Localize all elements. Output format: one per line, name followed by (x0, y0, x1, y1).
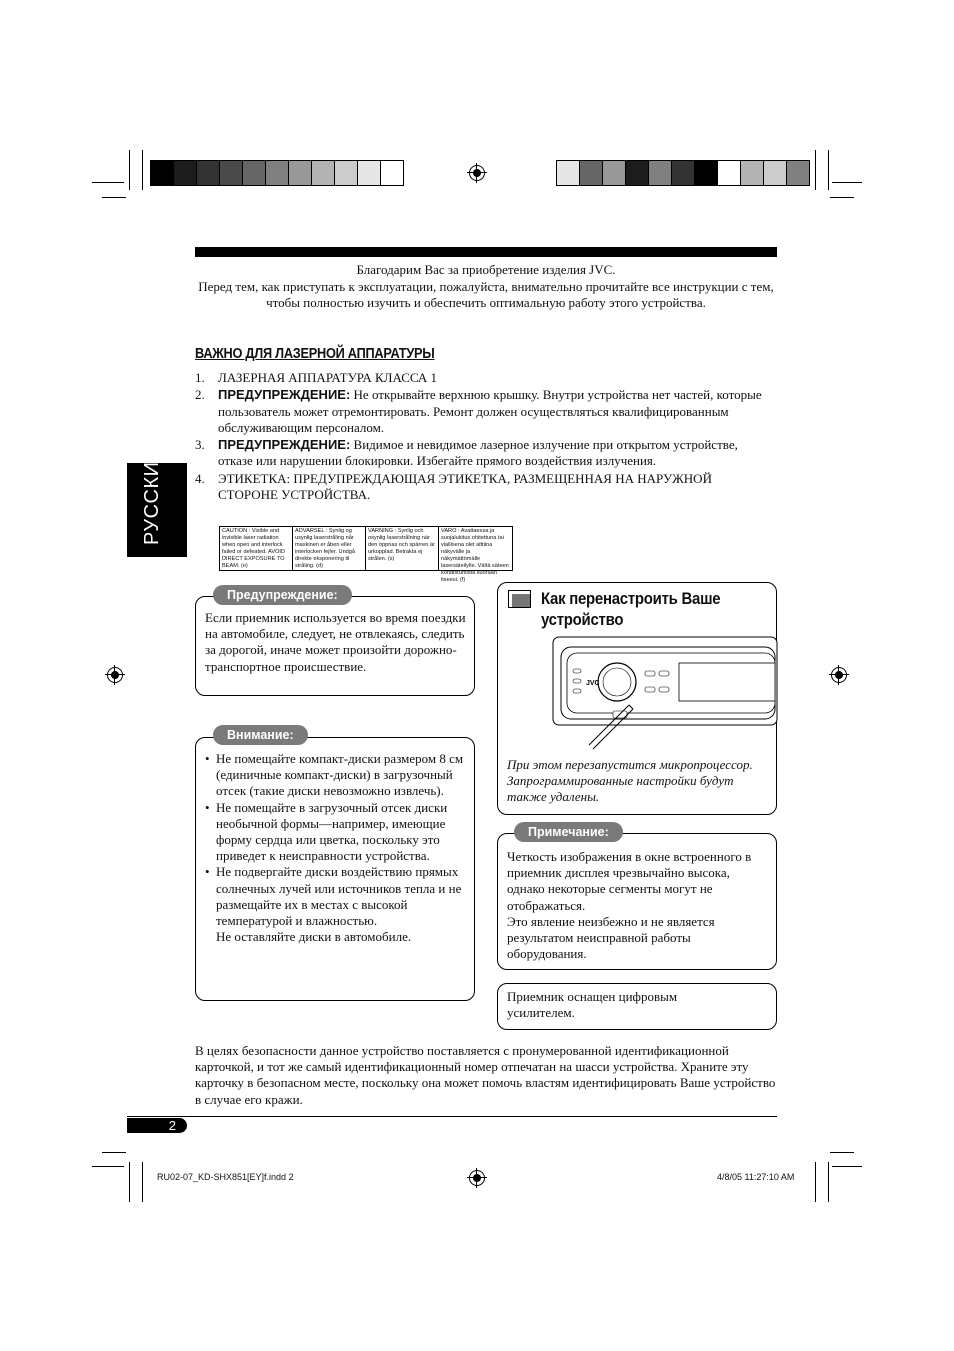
color-swatch (266, 161, 289, 185)
crop-mark (828, 150, 829, 190)
crop-mark (92, 1166, 124, 1167)
color-swatch (718, 161, 741, 185)
list-item (195, 471, 775, 504)
list-item-body (218, 370, 437, 386)
note-box-label: Примечание: (514, 822, 623, 842)
color-swatch (580, 161, 603, 185)
crop-mark (832, 182, 862, 183)
page-number: 2 (127, 1118, 187, 1133)
crop-mark (830, 197, 854, 198)
slug-timestamp: 4/8/05 11:27:10 AM (717, 1172, 795, 1182)
color-swatch (557, 161, 580, 185)
color-swatch (695, 161, 718, 185)
list-item-text: ЭТИКЕТКА: ПРЕДУПРЕЖДАЮЩАЯ ЭТИКЕТКА, РАЗМЕЩЕННАЯ НА НАРУЖНОЙ СТОРОНЕ УСТРОЙСТВА. (218, 470, 712, 503)
list-item: • Не помещайте компакт-диски размером 8 см (единичные компакт-диски) в загрузочный отсек (такие диски невозможно извлечь). (205, 751, 464, 799)
crop-mark (102, 197, 126, 198)
list-item-text: Не открывайте верхнюю крышку. Внутри устройства нет частей, которые пользователь может отремонтировать. Ремонт должен осуществляться квалифицированным обслуживающим персоналом. (218, 387, 762, 435)
warning-box-text: Если приемник используется во время поездки на автомобиле, следует, не отвлекаясь, следить за дорогой, иначе может произойти дорожно-транспортное происшествие. (205, 610, 466, 674)
crop-mark (828, 1162, 829, 1202)
color-swatch (197, 161, 220, 185)
color-swatch (787, 161, 809, 185)
list-item-number: 4. (195, 470, 205, 486)
laser-list (195, 370, 775, 504)
registration-target-icon (469, 165, 485, 181)
registration-bar-left (150, 160, 404, 186)
caution-extra: Не оставляйте диски в автомобиле. (216, 929, 412, 945)
caution-bullets (205, 751, 467, 945)
language-tab (127, 446, 187, 557)
note-text-1: Четкость изображения в окне встроенного в приемник дисплея чрезвычайно высока, однако некоторые сегменты могут не отображаться. (507, 849, 752, 913)
list-item-number: 1. (195, 370, 205, 385)
crop-mark (830, 1152, 854, 1153)
language-tab-label: РУССКИЙ (141, 446, 163, 545)
section-square-icon (508, 590, 531, 608)
brand-logo: JVC (586, 680, 600, 687)
security-paragraph: В целях безопасности данное устройство поставляется с пронумерованной идентификационной карточкой, и тот же самый идентификационный номер отпечатан на шасси устройства. Храните эту карточку в безопасном месте, поскольку она может помочь властям идентифицировать Ваше устройство в случае его кражи. (195, 1043, 776, 1107)
warning-label-sv: VARNING : Synlig och osynlig laserstrålning när den öppnas och spärren är urkopplad. Betrakta ej strålen. (s) (366, 527, 439, 570)
list-item: • Не помещайте в загрузочный отсек диски необычной формы—например, имеющие форму сердца или цветка, поскольку это приведет к неисправности устройства. (205, 799, 448, 864)
color-swatch (672, 161, 695, 185)
color-swatch (220, 161, 243, 185)
list-item (195, 437, 775, 470)
crop-mark (142, 1162, 143, 1202)
warning-label-en: CAUTION : Visible and invisible laser radiation when open and interlock failed or defeated. AVOID DIRECT EXPOSURE TO BEAM. (e) (220, 527, 293, 570)
warning-box-label: Предупреждение: (213, 585, 352, 605)
list-item-body (218, 437, 775, 470)
crop-mark (92, 182, 124, 183)
slug-filename: RU02-07_KD-SHX851[EY]f.indd 2 (157, 1172, 294, 1182)
crop-mark (102, 1152, 126, 1153)
list-item (195, 387, 775, 436)
registration-target-icon (831, 667, 847, 683)
crop-mark (129, 1162, 130, 1202)
crop-mark (142, 150, 143, 190)
intro-line-1: Благодарим Вас за приобретение изделия JVC. (356, 262, 616, 277)
warning-label-strip (219, 526, 513, 583)
header-rule (195, 247, 777, 257)
color-swatch (381, 161, 403, 185)
crop-mark (815, 1162, 816, 1202)
amplifier-text: Приемник оснащен цифровым усилителем. (507, 989, 678, 1021)
color-swatch (764, 161, 787, 185)
list-item: • Не подвергайте диски воздействию прямых солнечных лучей или источников тепла и не размещайте их в местах с высокой температурой и влажностью. (205, 864, 462, 929)
warning-label-fi: VARO : Avattaessa ja suojalukitus ohitettuna tai viallisena olet alttiina näkyvälle ja näkymättömälle lasersäteilylle. Vältä säteen kohdistumista suoraan itseesi. (f) (441, 528, 509, 583)
crop-mark (815, 150, 816, 190)
list-item-body (218, 471, 775, 504)
intro-text (195, 262, 777, 312)
crop-mark (129, 150, 130, 190)
reset-note: При этом перезапустится микропроцессор. Запрограммированные настройки будут также удалены. (507, 757, 753, 805)
note-text-2: Это явление неизбежно и не является результатом неисправной работы оборудования. (507, 913, 715, 962)
caution-box-label: Внимание: (213, 725, 308, 745)
registration-target-icon (469, 1170, 485, 1186)
list-item-number: 3. (195, 437, 205, 453)
laser-heading: ВАЖНО ДЛЯ ЛАЗЕРНОЙ АППАРАТУРЫ (195, 346, 435, 362)
color-swatch (335, 161, 358, 185)
list-item (195, 370, 775, 386)
registration-bar-right (556, 160, 810, 186)
list-item-text: ЛАЗЕРНАЯ АППАРАТУРА КЛАССА 1 (218, 370, 438, 385)
color-swatch (312, 161, 335, 185)
footer-rule (127, 1116, 777, 1117)
warning-keyword: ПРЕДУПРЕЖДЕНИЕ: (218, 387, 351, 403)
color-swatch (174, 161, 197, 185)
registration-target-icon (107, 667, 123, 683)
warning-keyword: ПРЕДУПРЕЖДЕНИЕ: (218, 437, 351, 453)
color-swatch (741, 161, 764, 185)
list-item-text: Видимое и невидимое лазерное излучение при открытом устройстве, отказе или нарушении блокировки. Избегайте прямого воздействия излучения. (218, 437, 738, 469)
color-swatch (626, 161, 649, 185)
color-swatch (603, 161, 626, 185)
list-item-body (218, 387, 775, 436)
color-swatch (289, 161, 312, 185)
reset-title: Как перенастроить Ваше устройство (541, 589, 721, 629)
crop-mark (832, 1166, 862, 1167)
note-box-text (507, 849, 769, 962)
receiver-illustration (553, 637, 777, 752)
list-item-number: 2. (195, 387, 205, 403)
color-swatch (649, 161, 672, 185)
color-swatch (358, 161, 381, 185)
warning-label-da: ADVARSEL : Synlig og usynlig laserstråling når maskinen er åben eller interlocken fejler. Undgå direkte eksponering til stråling. (d) (293, 527, 366, 570)
color-swatch (151, 161, 174, 185)
color-swatch (243, 161, 266, 185)
intro-line-2: Перед тем, как приступать к эксплуатации, пожалуйста, внимательно прочитайте все инструкции с тем, чтобы полностью изучить и обеспечить оптимальную работу этого устройства. (198, 278, 774, 310)
